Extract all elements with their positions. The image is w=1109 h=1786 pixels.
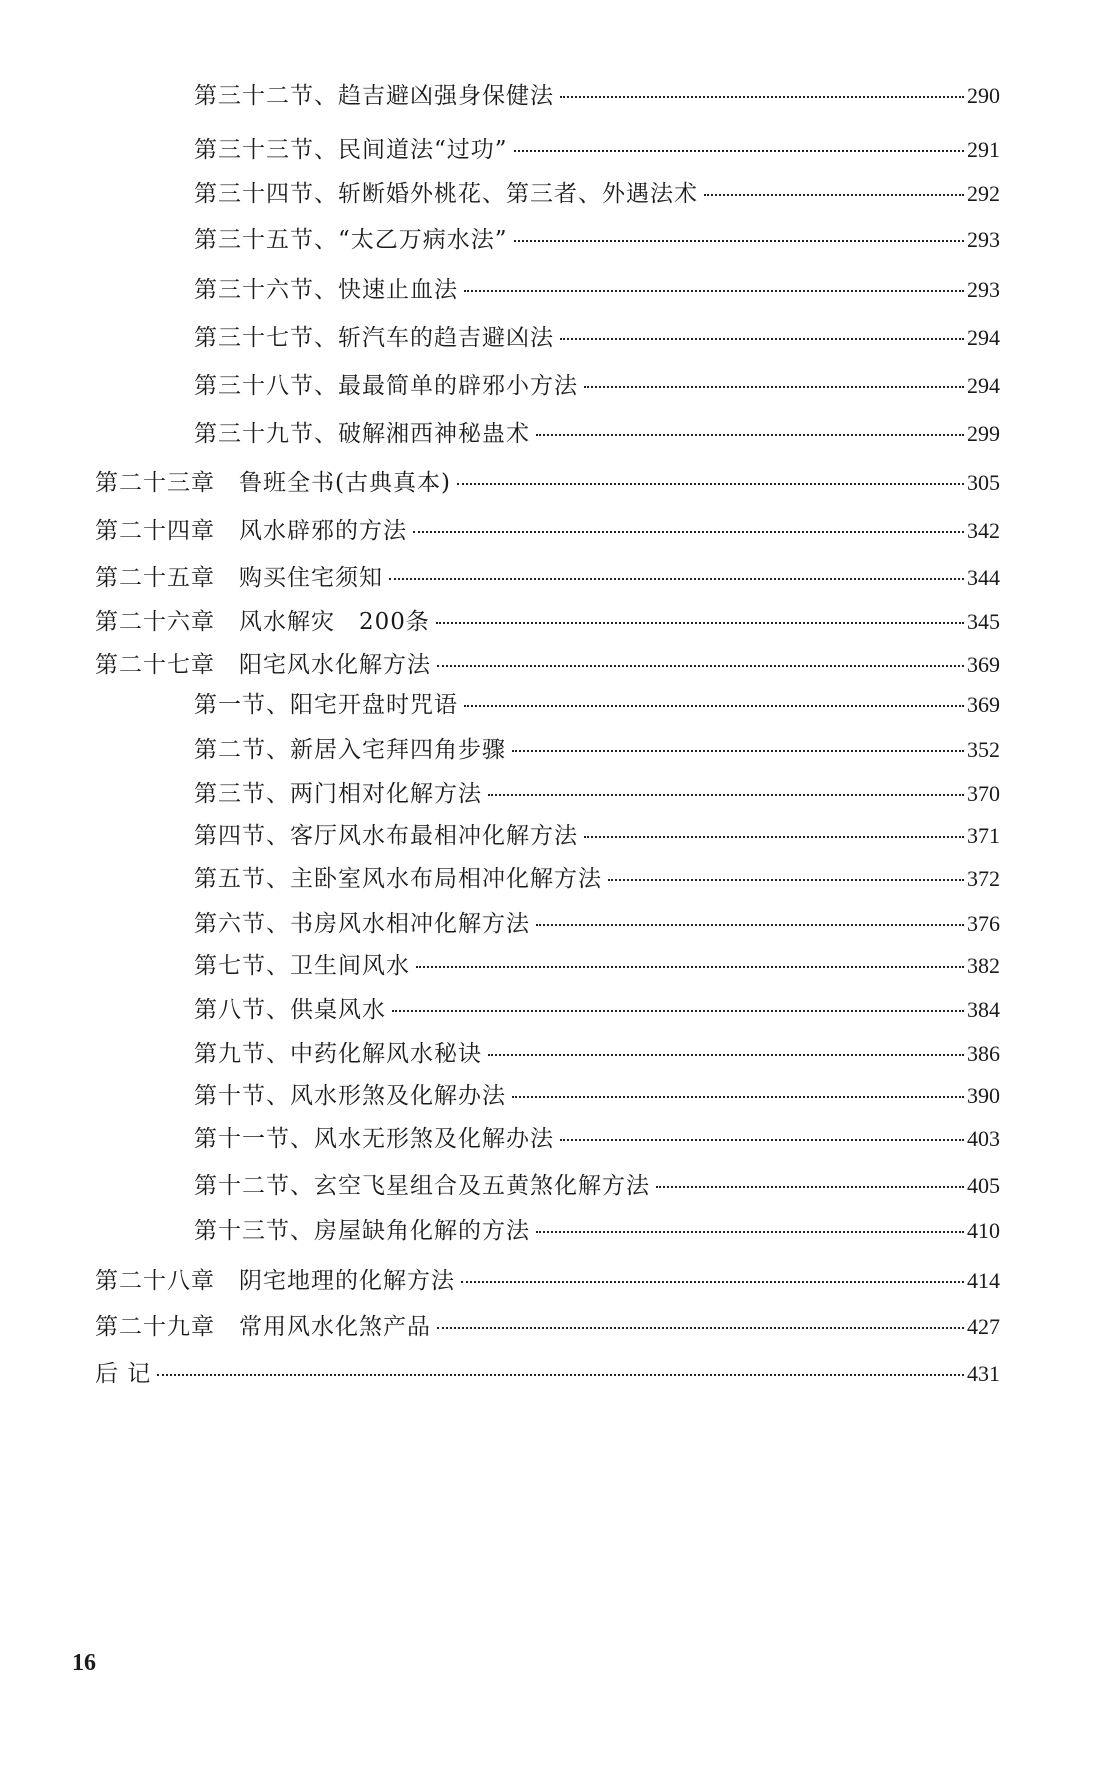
dot-leader — [584, 386, 964, 388]
dot-leader — [464, 705, 964, 707]
toc-entry-page: 371 — [967, 823, 1000, 848]
toc-entry — [95, 1313, 1000, 1341]
toc-entry-page: 305 — [967, 470, 1000, 495]
dot-leader — [560, 96, 964, 98]
toc-entry — [194, 952, 1000, 980]
toc-entry-page: 376 — [967, 911, 1000, 936]
toc-entry-page: 344 — [967, 565, 1000, 590]
dot-leader — [461, 1281, 964, 1283]
toc-entry — [194, 780, 1000, 808]
toc-entry-page: 414 — [967, 1268, 1000, 1293]
dot-leader — [512, 1096, 964, 1098]
toc-entry-page: 372 — [967, 866, 1000, 891]
dot-leader — [536, 1231, 964, 1233]
toc-entry-title: 第九节、中药化解风水秘诀 — [194, 1041, 482, 1067]
toc-entry-page: 427 — [967, 1314, 1000, 1339]
toc-entry-page: 410 — [967, 1218, 1000, 1243]
toc-entry — [194, 372, 1000, 400]
toc-entry-page: 293 — [967, 277, 1000, 302]
toc-entry — [194, 910, 1000, 938]
toc-entry-page: 293 — [967, 227, 1000, 252]
dot-leader — [536, 924, 964, 926]
dot-leader — [416, 966, 964, 968]
toc-entry — [194, 324, 1000, 352]
toc-entry-page: 294 — [967, 325, 1000, 350]
toc-entry-title: 第三十六节、快速止血法 — [194, 277, 458, 303]
toc-entry-page: 299 — [967, 421, 1000, 446]
toc-entry-page: 292 — [967, 181, 1000, 206]
toc-entry-title: 第二十四章 风水辟邪的方法 — [95, 518, 407, 544]
toc-entry-title: 第三节、两门相对化解方法 — [194, 781, 482, 807]
toc-entry — [194, 1040, 1000, 1068]
dot-leader — [488, 1054, 964, 1056]
toc-entry — [194, 420, 1000, 448]
dot-leader — [157, 1374, 964, 1376]
dot-leader — [584, 836, 964, 838]
toc-entry-page: 369 — [967, 692, 1000, 717]
toc-entry — [194, 136, 1000, 164]
toc-entry-title: 第五节、主卧室风水布局相冲化解方法 — [194, 866, 602, 892]
toc-entry — [95, 564, 1000, 592]
toc-entry-page: 342 — [967, 518, 1000, 543]
toc-entry — [194, 1172, 1000, 1200]
toc-entry-page: 384 — [967, 997, 1000, 1022]
toc-entry-title: 第八节、供桌风水 — [194, 997, 386, 1023]
toc-entry-title: 第二十六章 风水解灾 200条 — [95, 609, 430, 635]
toc-entry-title: 第三十八节、最最简单的辟邪小方法 — [194, 373, 578, 399]
toc-entry — [194, 822, 1000, 850]
toc-entry-page: 386 — [967, 1041, 1000, 1066]
toc-entry-page: 352 — [967, 737, 1000, 762]
toc-entry-title: 第三十五节、“太乙万病水法” — [194, 227, 508, 253]
toc-entry — [194, 226, 1000, 254]
toc-entry-page: 345 — [967, 609, 1000, 634]
toc-entry-page: 405 — [967, 1173, 1000, 1198]
toc-entry — [95, 1267, 1000, 1295]
toc-entry-title: 第一节、阳宅开盘时咒语 — [194, 692, 458, 718]
toc-entry — [95, 469, 1000, 497]
dot-leader — [457, 483, 964, 485]
dot-leader — [392, 1010, 964, 1012]
toc-entry-page: 382 — [967, 953, 1000, 978]
toc-entry-title: 第十一节、风水无形煞及化解办法 — [194, 1126, 554, 1152]
dot-leader — [608, 879, 964, 881]
toc-entry-page: 369 — [967, 652, 1000, 677]
toc-entry-title: 第十三节、房屋缺角化解的方法 — [194, 1218, 530, 1244]
toc-entry — [95, 651, 1000, 679]
toc-entry-title: 第十节、风水形煞及化解办法 — [194, 1083, 506, 1109]
toc-entry-page: 403 — [967, 1126, 1000, 1151]
dot-leader — [488, 794, 964, 796]
toc-entry — [194, 691, 1000, 719]
dot-leader — [437, 665, 964, 667]
dot-leader — [560, 1139, 964, 1141]
toc-entry-page: 431 — [967, 1361, 1000, 1386]
dot-leader — [514, 240, 964, 242]
toc-entry — [95, 1360, 1000, 1388]
toc-entry-page: 390 — [967, 1083, 1000, 1108]
dot-leader — [560, 338, 964, 340]
toc-entry — [194, 1217, 1000, 1245]
toc-entry — [95, 517, 1000, 545]
toc-entry-title: 第七节、卫生间风水 — [194, 953, 410, 979]
dot-leader — [436, 622, 964, 624]
toc-entry-title: 第三十九节、破解湘西神秘蛊术 — [194, 421, 530, 447]
toc-entry — [194, 82, 1000, 110]
toc-entry — [194, 1082, 1000, 1110]
dot-leader — [413, 531, 964, 533]
toc-entry-title: 第三十四节、斩断婚外桃花、第三者、外遇法术 — [194, 181, 698, 207]
dot-leader — [536, 434, 964, 436]
toc-entry — [194, 736, 1000, 764]
toc-entry-title: 第二十九章 常用风水化煞产品 — [95, 1314, 431, 1340]
toc-entry-page: 290 — [967, 83, 1000, 108]
toc-entry-title: 第二十五章 购买住宅须知 — [95, 565, 383, 591]
toc-entry-page: 370 — [967, 781, 1000, 806]
dot-leader — [512, 750, 964, 752]
dot-leader — [656, 1186, 964, 1188]
dot-leader — [704, 194, 964, 196]
toc-entry-title: 第四节、客厅风水布最相冲化解方法 — [194, 823, 578, 849]
toc-entry-title: 第三十二节、趋吉避凶强身保健法 — [194, 83, 554, 109]
toc-entry — [95, 608, 1000, 636]
toc-entry-title: 第二十八章 阴宅地理的化解方法 — [95, 1268, 455, 1294]
toc-entry-title: 第十二节、玄空飞星组合及五黄煞化解方法 — [194, 1173, 650, 1199]
dot-leader — [464, 290, 964, 292]
toc-entry — [194, 1125, 1000, 1153]
toc-entry-title: 第三十七节、斩汽车的趋吉避凶法 — [194, 325, 554, 351]
page-number: 16 — [72, 1650, 96, 1676]
toc-entry-title: 后 记 — [95, 1361, 152, 1387]
dot-leader — [437, 1327, 964, 1329]
toc-entry-page: 294 — [967, 373, 1000, 398]
dot-leader — [389, 578, 964, 580]
toc-entry-page: 291 — [967, 137, 1000, 162]
toc-entry — [194, 180, 1000, 208]
toc-entry-title: 第二十七章 阳宅风水化解方法 — [95, 652, 431, 678]
toc-entry-title: 第六节、书房风水相冲化解方法 — [194, 911, 530, 937]
toc-entry-title: 第二节、新居入宅拜四角步骤 — [194, 737, 506, 763]
toc-entry-title: 第二十三章 鲁班全书(古典真本) — [95, 470, 451, 496]
toc-entry-title: 第三十三节、民间道法“过功” — [194, 137, 508, 163]
toc-entry — [194, 865, 1000, 893]
toc-entry — [194, 276, 1000, 304]
toc-entry — [194, 996, 1000, 1024]
dot-leader — [514, 150, 964, 152]
